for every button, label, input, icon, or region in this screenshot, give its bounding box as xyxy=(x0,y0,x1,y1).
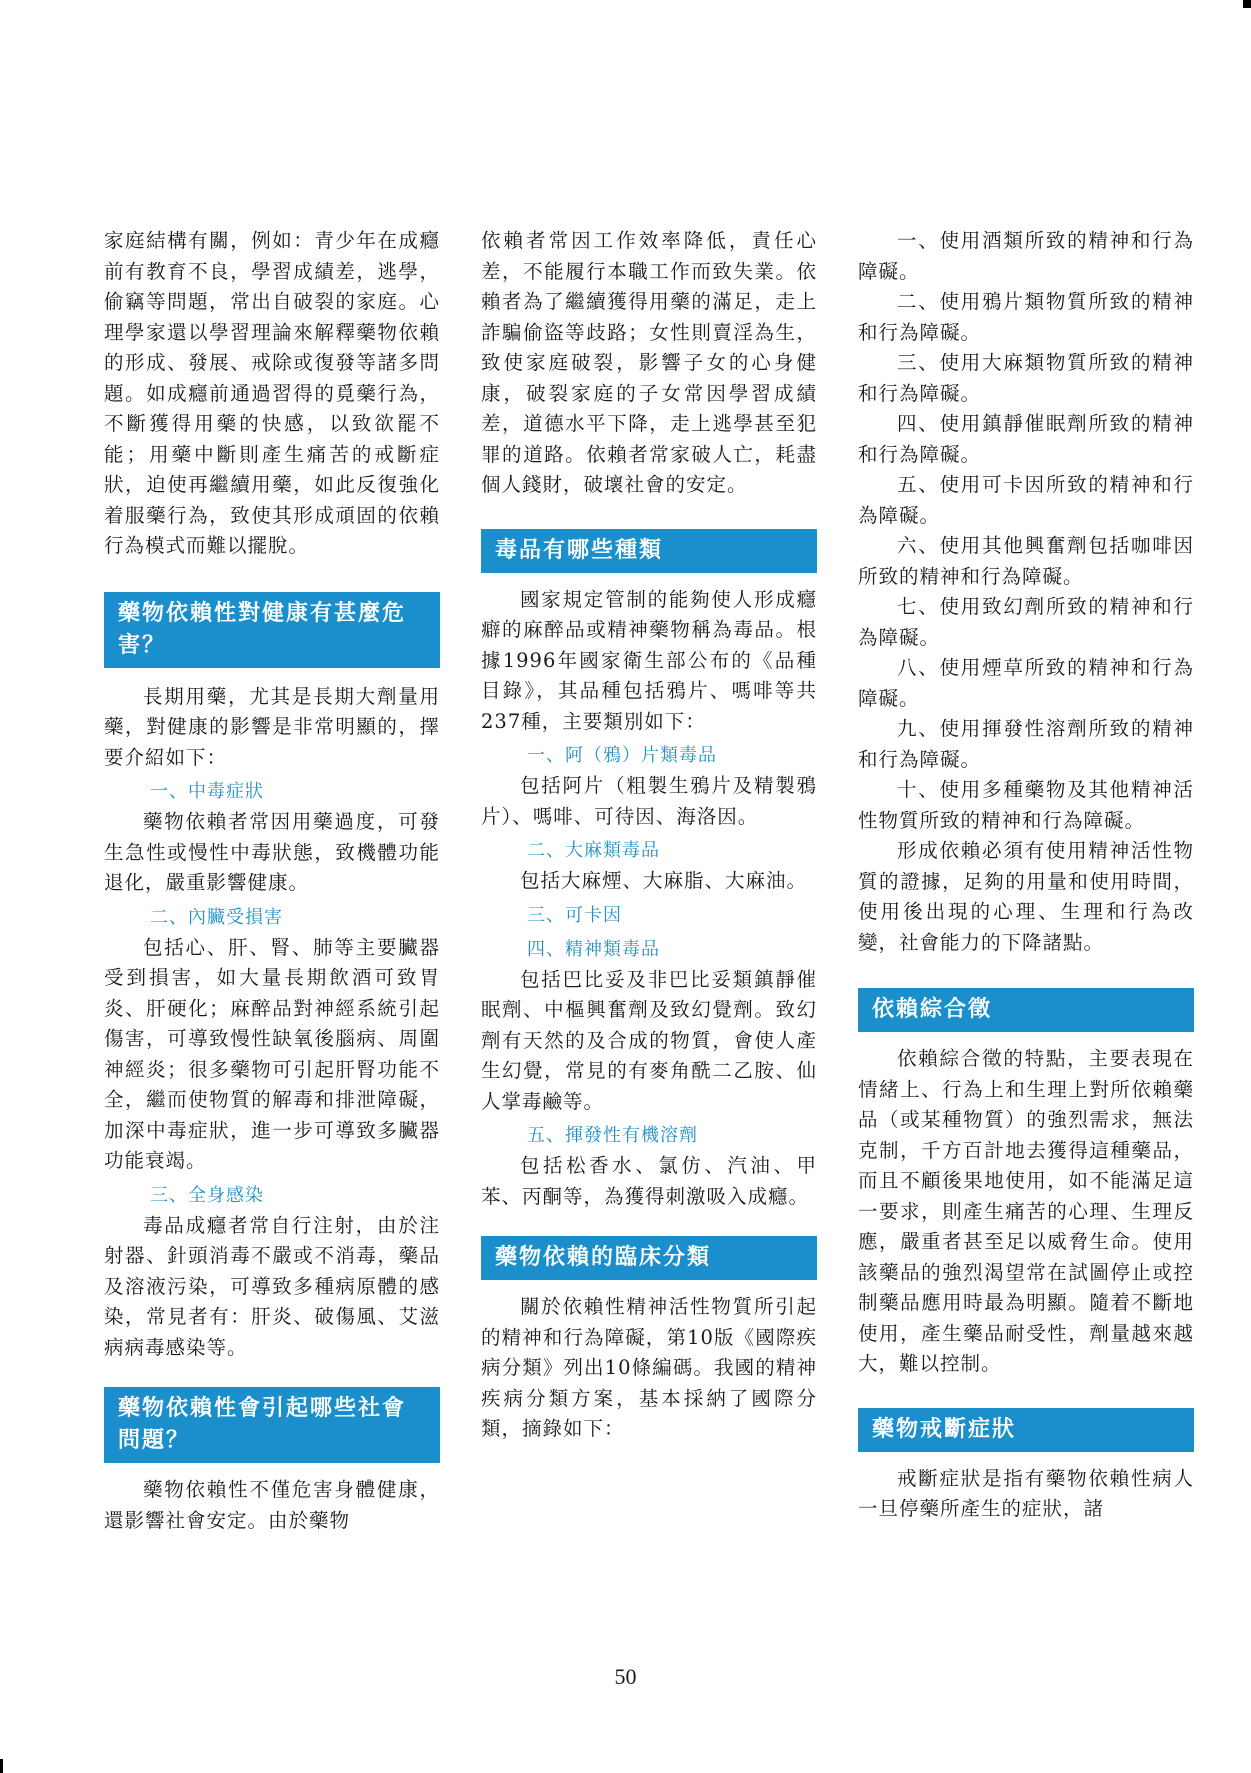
column-left xyxy=(104,226,440,1536)
paragraph: 包括阿片（粗製生鴉片及精製鴉片）、嗎啡、可待因、海洛因。 xyxy=(481,774,817,828)
list-item: 四、使用鎮靜催眠劑所致的精神和行為障礙。 xyxy=(858,412,1194,466)
paragraph: 依賴綜合徵的特點，主要表現在情緒上、行為上和生理上對所依賴藥品（或某種物質）的強烈需求，無法克制，千方百計地去獲得這種藥品，而且不顧後果地使用，如不能滿足這一要求，則產生痛苦的心理、生理反應，嚴重者甚至足以威脅生命。使用該藥品的強烈渴望常在試圖停止或控制藥品應用時最為明顯。隨着不斷地使用，產生藥品耐受性，劑量越來越大，難以控制。 xyxy=(858,1047,1194,1375)
paragraph: 包括心、肝、腎、肺等主要臟器受到損害，如大量長期飲酒可致胃炎、肝硬化；麻醉品對神經系統引起傷害，可導致慢性缺氧後腦病、周圍神經炎；很多藥物可引起肝腎功能不全，繼而使物質的解毒和排泄障礙，加深中毒症狀，進一步可導致多臟器功能衰竭。 xyxy=(104,935,440,1172)
paragraph: 形成依賴必須有使用精神活性物質的證據，足夠的用量和使用時間，使用後出現的心理、生理和行為改變，社會能力的下降諸點。 xyxy=(858,839,1194,954)
subheading: 二、大麻類毒品 xyxy=(527,840,660,861)
list-item: 八、使用煙草所致的精神和行為障礙。 xyxy=(858,656,1194,710)
column-right xyxy=(858,226,1194,1525)
page-number: 50 xyxy=(614,1664,637,1689)
scan-corner-mark xyxy=(0,1759,3,1773)
paragraph: 依賴者常因工作效率降低，責任心差，不能履行本職工作而致失業。依賴者為了繼續獲得用藥的滿足，走上詐騙偷盜等歧路；女性則賣淫為生，致使家庭破裂，影響子女的心身健康，破裂家庭的子女常因學習成績差，道德水平下降，走上逃學甚至犯罪的道路。依賴者常家破人亡，耗盡個人錢財，破壞社會的安定。 xyxy=(481,229,817,496)
paragraph: 藥物依賴性不僅危害身體健康，還影響社會安定。由於藥物 xyxy=(104,1478,440,1532)
subheading: 二、內臟受損害 xyxy=(150,906,283,928)
list-item: 三、使用大麻類物質所致的精神和行為障礙。 xyxy=(858,351,1194,405)
subheading: 五、揮發性有機溶劑 xyxy=(527,1125,698,1146)
column-middle xyxy=(481,226,817,1445)
section-heading-health-harm: 藥物依賴性對健康有甚麼危害？ xyxy=(104,592,440,668)
section-heading-dependence-syndrome: 依賴綜合徵 xyxy=(858,988,1194,1032)
section-heading-withdrawal-symptoms: 藥物戒斷症狀 xyxy=(858,1408,1194,1452)
list-item: 六、使用其他興奮劑包括咖啡因所致的精神和行為障礙。 xyxy=(858,534,1194,588)
paragraph: 藥物依賴者常因用藥過度，可發生急性或慢性中毒狀態，致機體功能退化，嚴重影響健康。 xyxy=(104,810,440,894)
list-item: 九、使用揮發性溶劑所致的精神和行為障礙。 xyxy=(858,717,1194,771)
paragraph: 包括巴比妥及非巴比妥類鎮靜催眠劑、中樞興奮劑及致幻覺劑。致幻劑有天然的及合成的物質，會使人產生幻覺，常見的有麥角酰二乙胺、仙人掌毒鹼等。 xyxy=(481,967,817,1113)
subheading: 一、阿（鴉）片類毒品 xyxy=(527,745,717,766)
paragraph: 戒斷症狀是指有藥物依賴性病人一旦停藥所產生的症狀，諸 xyxy=(858,1466,1194,1520)
subheading: 三、可卡因 xyxy=(527,904,622,926)
paragraph: 毒品成癮者常自行注射，由於注射器、針頭消毒不嚴或不消毒，藥品及溶液污染，可導致多種病原體的感染，常見者有：肝炎、破傷風、艾滋病病毒感染等。 xyxy=(104,1213,440,1359)
paragraph: 包括大麻煙、大麻脂、大麻油。 xyxy=(520,869,808,892)
section-heading-social-problems: 藥物依賴性會引起哪些社會問題？ xyxy=(104,1387,440,1463)
list-item: 二、使用鴉片類物質所致的精神和行為障礙。 xyxy=(858,290,1194,344)
subheading: 一、中毒症狀 xyxy=(150,781,264,802)
section-heading-drug-types: 毒品有哪些種類 xyxy=(481,529,817,573)
list-item: 七、使用致幻劑所致的精神和行為障礙。 xyxy=(858,595,1194,649)
subheading: 四、精神類毒品 xyxy=(527,938,660,960)
paragraph: 關於依賴性精神活性物質所引起的精神和行為障礙，第10版《國際疾病分類》列出10條編碼。我國的精神疾病分類方案，基本採納了國際分類，摘錄如下： xyxy=(481,1295,817,1440)
list-item: 一、使用酒類所致的精神和行為障礙。 xyxy=(858,229,1194,283)
section-heading-clinical-classification: 藥物依賴的臨床分類 xyxy=(481,1236,817,1280)
paragraph: 家庭結構有關，例如：青少年在成癮前有教育不良，學習成績差，逃學，偷竊等問題，常出自破裂的家庭。心理學家還以學習理論來解釋藥物依賴的形成、發展、戒除或復發等諸多問題。如成癮前通過習得的覓藥行為，不斷獲得用藥的快感，以致欲罷不能；用藥中斷則產生痛苦的戒斷症狀，迫使再繼續用藥，如此反復強化着服藥行為，致使其形成頑固的依賴行為模式而難以擺脫。 xyxy=(104,229,440,557)
paragraph: 國家規定管制的能夠使人形成癮癖的麻醉品或精神藥物稱為毒品。根據1996年國家衛生部公布的《品種目錄》，其品種包括鴉片、嗎啡等共237種，主要類別如下： xyxy=(481,587,817,733)
paragraph: 包括松香水、氯仿、汽油、甲苯、丙酮等，為獲得刺激吸入成癮。 xyxy=(481,1154,817,1208)
list-item: 十、使用多種藥物及其他精神活性物質所致的精神和行為障礙。 xyxy=(858,778,1194,832)
list-item: 五、使用可卡因所致的精神和行為障礙。 xyxy=(858,473,1194,527)
scan-edge-mark xyxy=(1243,0,1251,8)
paragraph: 長期用藥，尤其是長期大劑量用藥，對健康的影響是非常明顯的，擇要介紹如下： xyxy=(104,684,440,769)
subheading: 三、全身感染 xyxy=(150,1184,264,1206)
